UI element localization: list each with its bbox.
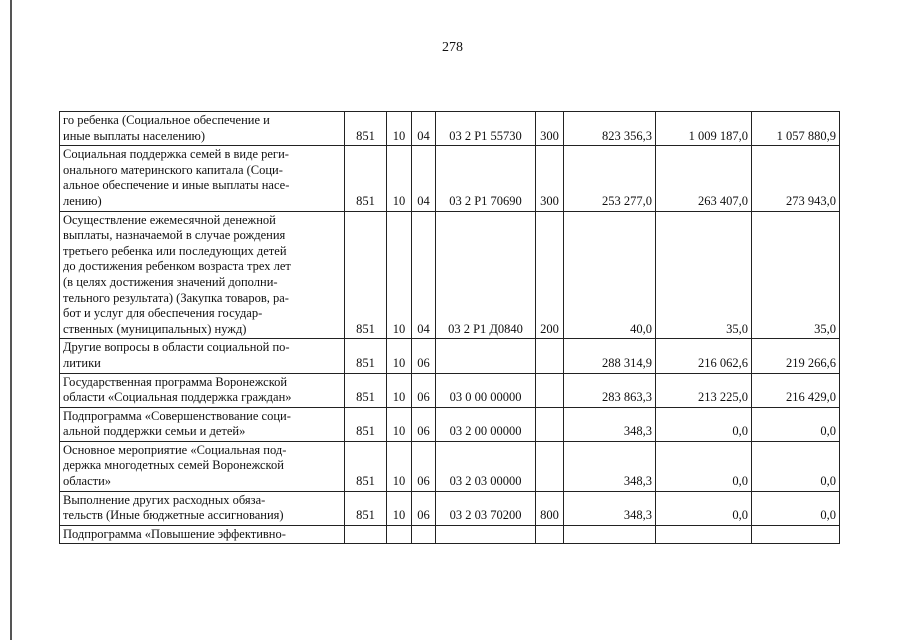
ved-cell: 851 [345, 339, 387, 373]
table-row [60, 491, 840, 525]
ved-cell: 851 [345, 491, 387, 525]
subsection-cell: 06 [412, 491, 436, 525]
expense-type-cell: 300 [536, 112, 564, 146]
row-name-cell: Подпрограмма «Совершенствование соци- альной поддержки семьи и детей» [60, 407, 345, 441]
row-name-cell: Основное мероприятие «Социальная под- держка многодетных семей Воронежской области» [60, 441, 345, 491]
amount-year3-cell: 219 266,6 [752, 339, 840, 373]
amount-year2-cell: 35,0 [656, 211, 752, 339]
amount-year3-cell: 1 057 880,9 [752, 112, 840, 146]
target-article-cell [436, 525, 536, 544]
table-row [60, 407, 840, 441]
amount-year1-cell: 288 314,9 [564, 339, 656, 373]
page-number: 278 [442, 40, 463, 55]
amount-year1-cell: 283 863,3 [564, 373, 656, 407]
table-row [60, 441, 840, 491]
subsection-cell: 04 [412, 112, 436, 146]
amount-year2-cell: 263 407,0 [656, 146, 752, 211]
target-article-cell: 03 2 03 00000 [436, 441, 536, 491]
amount-year2-cell: 216 062,6 [656, 339, 752, 373]
section-cell: 10 [387, 339, 412, 373]
amount-year2-cell: 0,0 [656, 407, 752, 441]
section-cell [387, 525, 412, 544]
amount-year1-cell: 253 277,0 [564, 146, 656, 211]
subsection-cell: 06 [412, 407, 436, 441]
budget-table-body [60, 112, 840, 544]
section-cell: 10 [387, 112, 412, 146]
section-cell: 10 [387, 373, 412, 407]
amount-year3-cell: 35,0 [752, 211, 840, 339]
expense-type-cell [536, 339, 564, 373]
amount-year1-cell: 348,3 [564, 407, 656, 441]
amount-year3-cell: 216 429,0 [752, 373, 840, 407]
ved-cell: 851 [345, 441, 387, 491]
subsection-cell: 06 [412, 441, 436, 491]
section-cell: 10 [387, 146, 412, 211]
table-row [60, 211, 840, 339]
row-name-cell: Другие вопросы в области социальной по- литики [60, 339, 345, 373]
amount-year3-cell [752, 525, 840, 544]
ved-cell [345, 525, 387, 544]
expense-type-cell [536, 525, 564, 544]
amount-year1-cell: 40,0 [564, 211, 656, 339]
row-name-cell: Выполнение других расходных обяза- тельств (Иные бюджетные ассигнования) [60, 491, 345, 525]
ved-cell: 851 [345, 407, 387, 441]
ved-cell: 851 [345, 146, 387, 211]
amount-year2-cell [656, 525, 752, 544]
target-article-cell: 03 2 00 00000 [436, 407, 536, 441]
target-article-cell [436, 339, 536, 373]
scan-edge [10, 0, 12, 640]
target-article-cell: 03 2 P1 55730 [436, 112, 536, 146]
subsection-cell: 04 [412, 146, 436, 211]
budget-table [59, 111, 840, 544]
row-name-cell: Осуществление ежемесячной денежной выплаты, назначаемой в случае рождения третьего ребенка или последующих детей до достижения ребенком возраста трех лет (в целях достижения значений дополни- тельного результата) (Закупка товаров, ра- бот и услуг для обеспечения государ- ственных (муниципальных) нужд) [60, 211, 345, 339]
subsection-cell: 06 [412, 373, 436, 407]
row-name-cell: Подпрограмма «Повышение эффективно- [60, 525, 345, 544]
section-cell: 10 [387, 211, 412, 339]
amount-year1-cell: 823 356,3 [564, 112, 656, 146]
amount-year2-cell: 213 225,0 [656, 373, 752, 407]
section-cell: 10 [387, 441, 412, 491]
expense-type-cell [536, 373, 564, 407]
target-article-cell: 03 0 00 00000 [436, 373, 536, 407]
subsection-cell: 04 [412, 211, 436, 339]
subsection-cell: 06 [412, 339, 436, 373]
expense-type-cell: 200 [536, 211, 564, 339]
amount-year2-cell: 0,0 [656, 491, 752, 525]
ved-cell: 851 [345, 112, 387, 146]
target-article-cell: 03 2 03 70200 [436, 491, 536, 525]
amount-year3-cell: 0,0 [752, 491, 840, 525]
row-name-cell: Социальная поддержка семей в виде реги- онального материнского капитала (Соци- альное обеспечение и иные выплаты насе- лению) [60, 146, 345, 211]
expense-type-cell [536, 441, 564, 491]
amount-year3-cell: 0,0 [752, 441, 840, 491]
amount-year1-cell: 348,3 [564, 441, 656, 491]
row-name-cell: Государственная программа Воронежской области «Социальная поддержка граждан» [60, 373, 345, 407]
target-article-cell: 03 2 P1 70690 [436, 146, 536, 211]
expense-type-cell: 300 [536, 146, 564, 211]
table-row [60, 112, 840, 146]
expense-type-cell [536, 407, 564, 441]
ved-cell: 851 [345, 373, 387, 407]
expense-type-cell: 800 [536, 491, 564, 525]
section-cell: 10 [387, 491, 412, 525]
table-row [60, 525, 840, 544]
amount-year3-cell: 0,0 [752, 407, 840, 441]
target-article-cell: 03 2 P1 Д0840 [436, 211, 536, 339]
table-row [60, 339, 840, 373]
table-row [60, 373, 840, 407]
ved-cell: 851 [345, 211, 387, 339]
row-name-cell: го ребенка (Социальное обеспечение и иные выплаты населению) [60, 112, 345, 146]
amount-year3-cell: 273 943,0 [752, 146, 840, 211]
amount-year1-cell: 348,3 [564, 491, 656, 525]
amount-year1-cell [564, 525, 656, 544]
subsection-cell [412, 525, 436, 544]
section-cell: 10 [387, 407, 412, 441]
amount-year2-cell: 0,0 [656, 441, 752, 491]
amount-year2-cell: 1 009 187,0 [656, 112, 752, 146]
table-row [60, 146, 840, 211]
